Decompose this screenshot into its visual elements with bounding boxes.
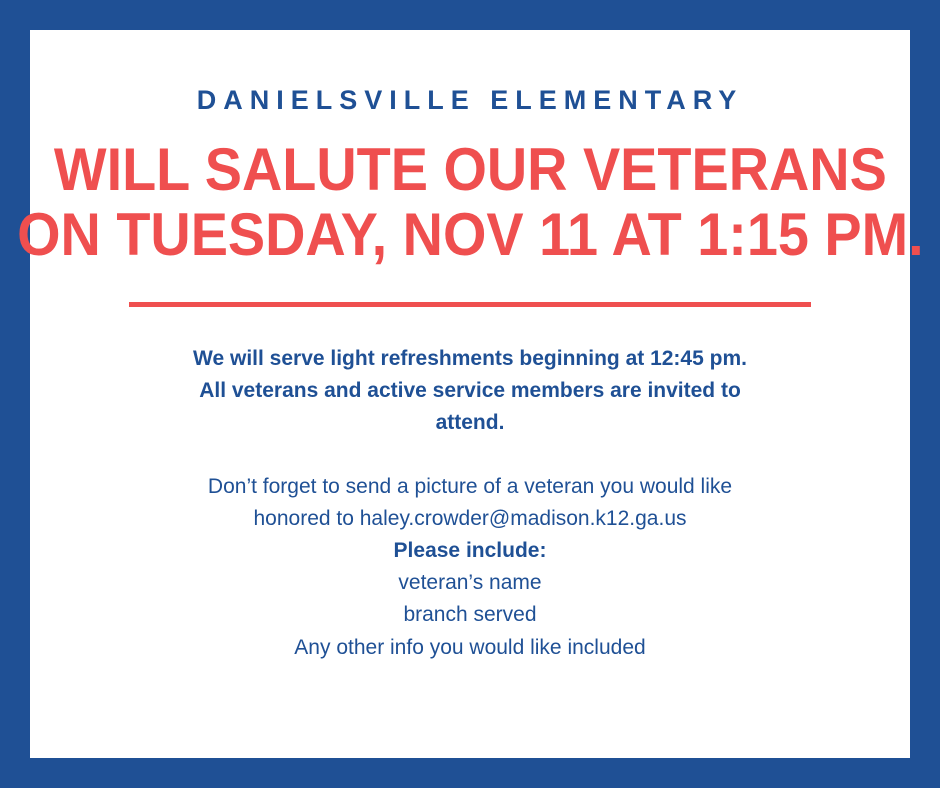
page-title: DANIELSVILLE ELEMENTARY (196, 85, 744, 115)
include-item-3: Any other info you would like included (294, 635, 646, 659)
refreshments-line-2: All veterans and active service members are invited to (199, 378, 741, 402)
divider (129, 302, 811, 307)
refreshments-line-1: We will serve light refreshments beginning at 12:45 pm. (193, 346, 747, 370)
headline-line-2: ON TUESDAY, NOV 11 AT 1:15 PM. (16, 200, 924, 268)
refreshments-line-3: attend. (435, 410, 505, 434)
refreshments-paragraph (120, 343, 820, 439)
include-item-1: veteran’s name (398, 571, 542, 595)
headline (17, 138, 924, 268)
flyer-card (16, 30, 924, 758)
headline-line-1: WILL SALUTE OUR VETERANS (53, 136, 887, 203)
include-item-2: branch served (403, 603, 537, 627)
picture-paragraph (120, 471, 820, 664)
body-text (120, 343, 820, 664)
please-include-label: Please include: (393, 539, 547, 563)
picture-line-2: honored to haley.crowder@madison.k12.ga.us (253, 507, 687, 531)
picture-line-1: Don’t forget to send a picture of a veteran you would like (207, 474, 733, 498)
paragraph-spacer (120, 439, 820, 471)
